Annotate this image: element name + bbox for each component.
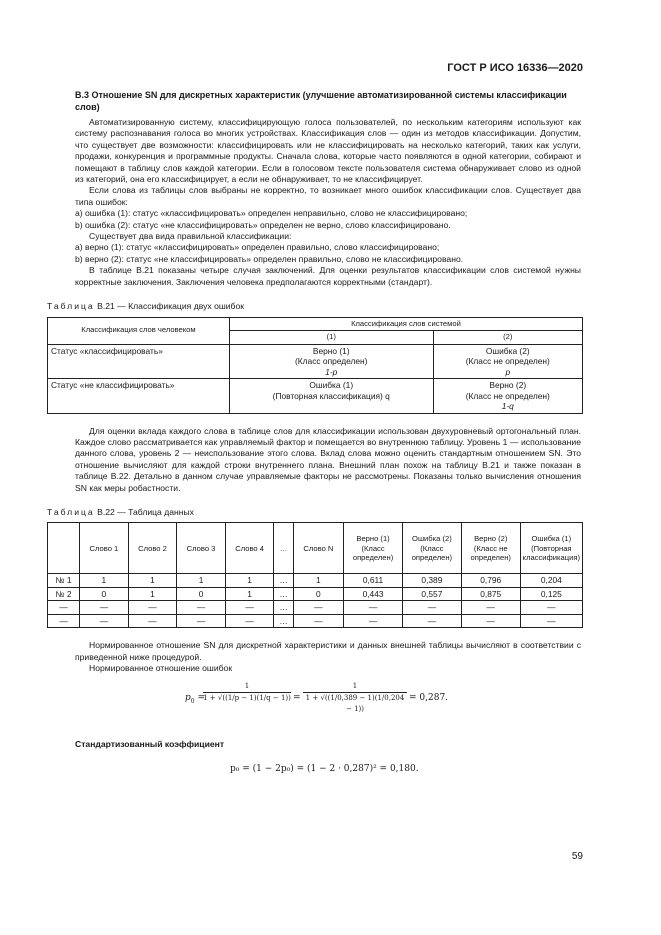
list2-item-b: b) верно (2): статус «не классифицировать» определен правильно, слово не классифицировано. — [75, 253, 464, 264]
page-number: 59 — [571, 851, 583, 862]
t21-sub2: (2) — [433, 331, 582, 345]
paragraph-6: Нормированное отношение SN для дискретной характеристики и данных внешней таблицы вычисляют в соответствии с приведенной ниже процедурой. — [75, 640, 581, 662]
paragraph-3: Существует два вида правильной классификации: — [89, 231, 292, 242]
t21-col-system: Классификация слов системой — [229, 317, 582, 331]
table-row: — — — — — … — — — — — — [48, 614, 583, 628]
content — [47, 90, 581, 775]
table-row: № 2 0 1 0 1 … 0 0,443 0,557 0,875 0,125 — [48, 587, 583, 601]
formula-error-ratio: $p_0$ = 1 1 + √((1/p − 1)(1/q − 1)) = 1 1 + √((1/0,389 − 1)(1/0,204 − 1)) = 0,287. — [185, 681, 449, 713]
table-21 — [47, 317, 583, 414]
section-title: B.3 Отношение SN для дискретных характеристик (улучшение автоматизированной системы классификации слов) — [75, 90, 567, 112]
table-row: — — — — — … — — — — — — [48, 601, 583, 615]
t21-col-human: Классификация слов человеком — [48, 317, 230, 344]
list1-item-a: a) ошибка (1): статус «классифицировать» определен неправильно, слово не классифицировано; — [75, 208, 468, 219]
table21-caption: Таблица В.21 — Классификация двух ошибок — [47, 301, 245, 312]
table-22 — [47, 522, 583, 628]
paragraph-1: Автоматизированную систему, классифицирующую голоса пользователей, по нескольким категориям используют как систему распознавания голоса во многих устройствах. Классификация слов — один из методов классификации. Допустим, что существует две возможности: классифицировать или не классифицировать на несколько категорий, таких как услуги, продажи, конкуренция и программные продукты. Сначала слова, которые часто появляются в одной категории, собирают и помещают в таблицу слов каждой категории. Если в голосовом тексте пользователя система обнаруживает слово из одной из категорий, она его классифицирует, а если не обнаруживает, то не классифицирует. — [75, 117, 581, 185]
paragraph-8: Стандартизованный коэффициент — [75, 738, 225, 749]
formula-standardized-coefficient: p₀ = (1 − 2p₀) = (1 − 2 · 0,287)² = 0,180. — [230, 763, 419, 774]
list2-item-a: a) верно (1): статус «классифицировать» определен правильно, слово классифицировано; — [75, 242, 440, 253]
paragraph-2: Если слова из таблицы слов выбраны не корректно, то возникает много ошибок классификации слов. Существует два типа ошибок: — [75, 185, 581, 207]
paragraph-7: Нормированное отношение ошибок — [89, 663, 233, 674]
table22-caption: Таблица В.22 — Таблица данных — [47, 506, 194, 517]
t21-sub1: (1) — [229, 331, 433, 345]
table-row: № 1 1 1 1 1 … 1 0,611 0,389 0,796 0,204 — [48, 574, 583, 588]
table-header-row: Слово 1 Слово 2 Слово 3 Слово 4 … Слово N Верно (1) (Класс определен) Ошибка (2) (Класс определен) Верно (2) (Класс не определен) Ошибка (1) (Повторная классификация) — [48, 523, 583, 574]
doc-header: ГОСТ Р ИСО 16336—2020 — [447, 62, 583, 74]
list1-item-b: b) ошибка (2): статус «не классифицировать» определен не верно, слово классифицировано. — [75, 219, 451, 230]
table-row: Статус «классифицировать» Верно (1) (Класс определен) 1-p Ошибка (2) (Класс не определен) p — [48, 344, 583, 379]
paragraph-5: Для оценки вклада каждого слова в таблице слов для классификации использован двухуровневый ортогональный план. Каждое слово рассматривается как управляемый фактор и помещается во внутреннюю таблицу. Уровень 1 — использование данного слова, уровень 2 — неиспользование этого слова. Вклад слова можно оценить стандартным отношением SN. Это отношение вычисляют для каждой строки внутреннего плана. Внешний план похож на таблицу В.21 и также показан в таблице В.22. Детально в данном случае управляемые факторы не рассмотрены. Показаны только вычисления отношения SN как меры робастности. — [75, 425, 581, 493]
paragraph-4: В таблице В.21 показаны четыре случая заключений. Для оценки результатов классификации слов системой нужны корректные заключения. Заключения человека предполагаются корректными (стандарт). — [75, 265, 581, 287]
table-row: Статус «не классифицировать» Ошибка (1) (Повторная классификация) q Верно (2) (Класс не определен) 1-q — [48, 379, 583, 414]
